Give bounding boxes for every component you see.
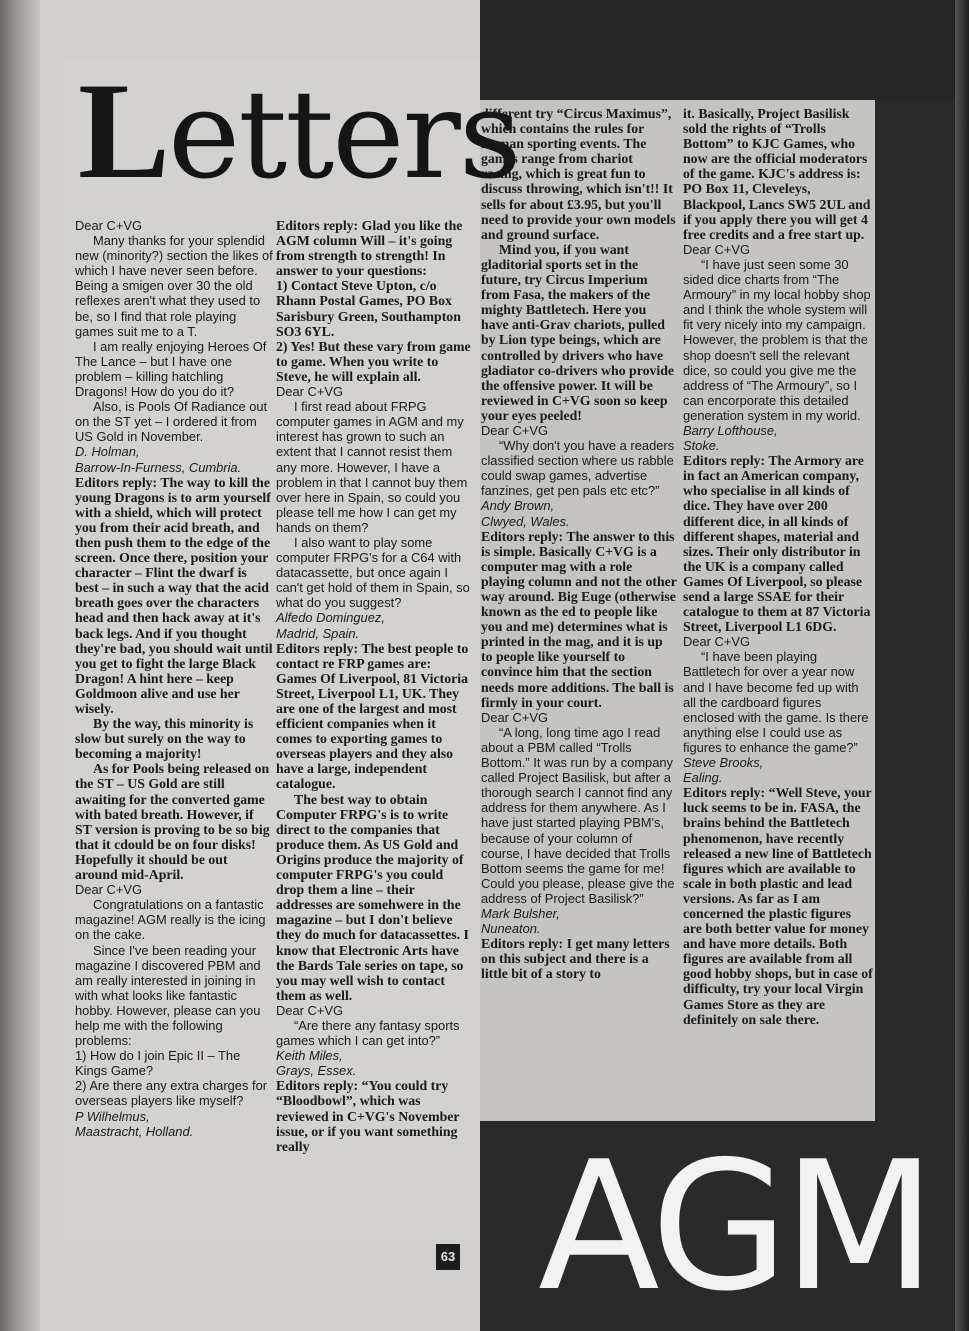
page-number: 63: [436, 1244, 460, 1270]
editor-reply: it. Basically, Project Basilisk sold the rights of “Trolls Bottom” to KJC Games, who now are the official moderators of the game. KJC's address is: PO Box 11, Cleveleys, Blackpool, Lancs SW5 2UL and if you apply there you will get 4 free credits and a free start up.: [683, 106, 871, 242]
letter-signature: Nuneaton.: [481, 921, 541, 937]
editor-reply: 1) Contact Steve Upton, c/o Rhann Postal Games, PO Box Sarisbury Green, Southampton SO3 6YL.: [276, 278, 461, 339]
letter-signature: Ealing.: [683, 770, 723, 786]
letter-paragraph: “I have just seen some 30 sided dice charts from “The Armoury” in my local hobby shop and I think the whole system will fit very nicely into my campaign. However, the problem is that the shop doesn't sell the relevant dice, so could you give me the address of “The Armoury”, so I can encorporate this detailed generation system in my world.: [683, 256, 871, 423]
editor-reply: As for Pools being released on the ST – US Gold are still awaiting for the converted game with bated breath. However, if ST version is proving to be so big that it cdould be on four disks! Hopefully it should be out around mid-April.: [75, 761, 270, 883]
page-spine-shadow: [0, 0, 40, 1331]
editor-reply: Editors reply: The answer to this is simple. Basically C+VG is a computer mag with a role playing column and not the other way around. Big Euge (otherwise known as the ed to people like you and me) determines what is printed in the mag, and it is up to people like yourself to convince him that the section needs more additions. The ball is firmly in your court.: [481, 528, 677, 710]
salutation: Dear C+VG: [481, 422, 548, 438]
letter-paragraph: I first read about FRPG computer games in AGM and my interest has grown to such an extent that I cannot resist them any more. However, I have a problem in that I cannot buy them over here in Spain, so could you please tell me how I can get my hands on them?: [276, 399, 468, 535]
salutation: Dear C+VG: [276, 384, 343, 400]
editor-reply: different try “Circus Maximus”, which contains the rules for Roman sporting events. The games range from chariot racing, which is great fun to discuss throwing, which isn't!! It sells for about £3.95, but you'll need to provide your own models and ground surface.: [481, 106, 676, 242]
title-rest: etters: [168, 64, 520, 206]
salutation: Dear C+VG: [75, 882, 142, 898]
letter-paragraph: 2) Are there any extra charges for overseas players like myself?: [75, 1078, 268, 1109]
agm-logo: AGM: [538, 1123, 931, 1330]
letter-signature: Andy Brown,: [481, 498, 555, 514]
letter-signature: Maastracht, Holland.: [75, 1123, 194, 1139]
letter-signature: Keith Miles,: [276, 1048, 343, 1064]
salutation: Dear C+VG: [683, 241, 750, 257]
letter-paragraph: Congratulations on a fantastic magazine! AGM really is the icing on the cake.: [75, 897, 266, 943]
dark-top-block: [480, 0, 955, 100]
letter-paragraph: Also, is Pools Of Radiance out on the ST yet – I ordered it from US Gold in November.: [75, 399, 268, 445]
editor-reply: Editors reply: The best people to contact re FRP games are: Games Of Liverpool, 81 Victoria Street, Liverpool L1, UK. They are one of the largest and most efficient companies when it comes to exporting games to overseas players and they also have a large, independent catalogue.: [276, 640, 469, 792]
letter-signature: Steve Brooks,: [683, 755, 764, 771]
letter-paragraph: 1) How do I join Epic II – The Kings Game?: [75, 1048, 241, 1079]
letter-paragraph: “Why don't you have a readers classified section where us rabble could swap games, advertise fanzines, get pen pals etc etc?”: [481, 438, 675, 499]
letter-paragraph: Many thanks for your splendid new (minority?) section the likes of which I have never seen before. Being a smigen over 30 the old reflexes aren't what they used to be, so I find that role playing games suit me to a T.: [75, 233, 273, 339]
editor-reply: The best way to obtain Computer FRPG's is to write direct to the companies that produce them. As US Gold and Origins produce the majority of computer FRPG's you could drop them a line – their addresses are somehwere in the magazine – but I don't believe they do much for datacassettes. I know that Electronic Arts have the Bards Tale series on tape, so you may well wish to contact them as well.: [276, 791, 469, 1003]
title-initial: L: [78, 54, 169, 207]
page-edge-shadow: [955, 0, 969, 1331]
editor-reply: Editors reply: Glad you like the AGM column Will – it's going from strength to strength! In answer to your questions:: [276, 218, 463, 279]
editor-reply: Editors reply: The way to kill the young Dragons is to arm yourself with a shield, which will protect you from their acid breath, and then push them to the edge of the screen. Once there, position your character – Flint the dwarf is best – in such a way that the acid breath goes over the characters head and then hack away at it's back legs. And if you thought they're bad, you should wait until you get to fight the large Black Dragon! A hint here – keep Goldmoon alive and use her wisely.: [75, 474, 273, 716]
column-2: [276, 218, 471, 1154]
salutation: Dear C+VG: [481, 709, 548, 725]
letter-signature: P Wilhelmus,: [75, 1108, 150, 1124]
salutation: Dear C+VG: [276, 1002, 343, 1018]
editor-reply: 2) Yes! But these vary from game to game. When you write to Steve, he will explain all.: [276, 338, 471, 384]
editor-reply: Editors reply: I get many letters on this subject and there is a little bit of a story to: [481, 936, 670, 982]
letter-paragraph: “A long, long time ago I read about a PBM called “Trolls Bottom.” It was run by a company called Project Basilisk, but after a thorough search I cannot find any address for them anywhere. As I have just started playing PBM's, because of your column of course, I have decided that Trolls Bottom seems the game for me! Could you please, please give the address of Project Basilisk?”: [481, 724, 675, 906]
page-title: [78, 54, 520, 207]
letter-signature: Madrid, Spain.: [276, 625, 360, 641]
salutation: Dear C+VG: [683, 634, 750, 650]
letter-paragraph: “I have been playing Battletech for over a year now and I have become fed up with all the cardboard figures enclosed with the game. Is there anything else I could use as figures to enhance the game?”: [683, 649, 869, 755]
letter-signature: Barrow-In-Furness, Cumbria.: [75, 459, 242, 475]
salutation: Dear C+VG: [75, 218, 142, 233]
letter-paragraph: I am really enjoying Heroes Of The Lance – but I have one problem – killing hatchling Dragons! How do you do it?: [75, 338, 267, 400]
editor-reply: Mind you, if you want gladitorial sports set in the future, try Circus Imperium from Fasa, the makers of the mighty Battletech. Here you have anti-Grav chariots, pulled by Lion type beings, which are controlled by drivers who have gladiator co-drivers who provide the offensive power. It will be reviewed in C+VG soon so keep your eyes peeled!: [481, 241, 675, 423]
letter-signature: Grays, Essex.: [276, 1063, 357, 1079]
letter-paragraph: I also want to play some computer FRPG's for a C64 with datacassette, but once again I can't get hold of them in Spain, so what do you suggest?: [276, 534, 470, 611]
editor-reply: Editors reply: The Armory are in fact an American company, who specialise in all kinds of dice. They have over 200 different dice, in all kinds of different shapes, material and sizes. Their only distributor in the UK is a company called Games Of Liverpool, so please send a large SSAE for their catalogue to them at 87 Victoria Street, Liverpool L1 6DG.: [683, 453, 871, 635]
letter-signature: Stoke.: [683, 438, 720, 454]
editor-reply: By the way, this minority is slow but surely on the way to becoming a majority!: [75, 716, 254, 762]
editor-reply: Editors reply: “Well Steve, your luck seems to be in. FASA, the brains behind the Battletech phenomenon, have recently released a new line of Battletech figures which are available to scale in both plastic and lead versions. As far as I am concerned the plastic figures are both better value for money and have more details. Both figures are available from all good hobby shops, but in case of difficulty, try your local Virgin Games Store as they are definitely on sale there.: [683, 785, 873, 1027]
column-4: [683, 106, 873, 1027]
letter-paragraph: “Are there any fantasy sports games which I can get into?”: [276, 1017, 460, 1049]
column-3: [481, 106, 677, 981]
letter-paragraph: Since I've been reading your magazine I discovered PBM and am really interested in joining in with what looks like fantastic hobby. However, please can you help me with the following problems:: [75, 942, 261, 1049]
letter-signature: Alfedo Dominguez,: [276, 610, 385, 626]
editor-reply: Editors reply: “You could try “Bloodbowl”, which was reviewed in C+VG's November issue, or if you want something really: [276, 1078, 460, 1154]
letter-signature: Clwyed, Wales.: [481, 513, 570, 529]
letter-signature: D. Holman,: [75, 444, 140, 460]
column-1: [75, 218, 273, 1139]
letter-signature: Mark Bulsher,: [481, 905, 560, 921]
letter-signature: Barry Lofthouse,: [683, 422, 778, 438]
